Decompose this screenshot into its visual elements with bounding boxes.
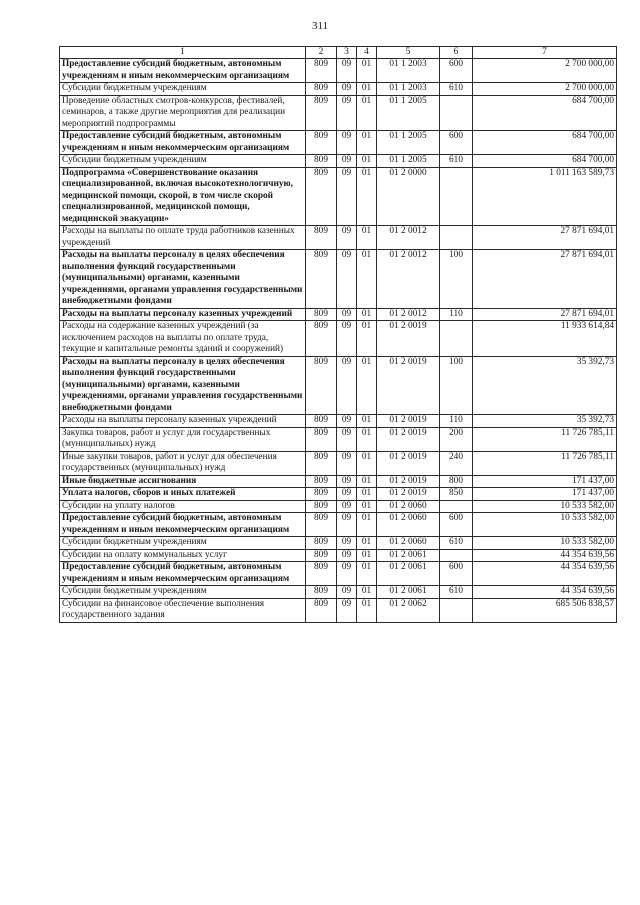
row-ved-code: 809 [306,356,337,415]
row-name: Предоставление субсидий бюджетным, автономным учреждениям и иным некоммерческим организациям [60,562,306,586]
row-subsection-code: 01 [357,59,377,83]
table-row [60,356,617,415]
row-name: Субсидии бюджетным учреждениям [60,537,306,550]
row-section-code: 09 [337,155,357,168]
row-expense-type [440,598,473,622]
row-name: Расходы на выплаты персоналу в целях обеспечения выполнения функций государственными (муниципальными) органами, казенными учреждениями, органами управления государственными внебюджетными фондами [60,356,306,415]
row-amount: 27 871 694,01 [473,308,617,321]
row-target-article: 01 2 0061 [377,549,440,562]
row-name: Проведение областных смотров-конкурсов, фестивалей, семинаров, а также другие мероприятия для реализации мероприятий подпрограммы [60,95,306,131]
row-subsection-code: 01 [357,250,377,309]
row-amount: 11 726 785,11 [473,427,617,451]
row-amount: 10 533 582,00 [473,500,617,513]
row-amount: 10 533 582,00 [473,537,617,550]
table-header-row [60,47,617,59]
row-ved-code: 809 [306,155,337,168]
row-section-code: 09 [337,59,357,83]
page-number: 311 [311,20,329,32]
row-expense-type: 100 [440,250,473,309]
table-row [60,488,617,501]
table-row [60,95,617,131]
table-body [60,59,617,623]
row-section-code: 09 [337,226,357,250]
table-row [60,562,617,586]
row-target-article: 01 1 2005 [377,95,440,131]
row-name: Субсидии на финансовое обеспечение выполнения государственного задания [60,598,306,622]
table-row [60,308,617,321]
header-col-6: 6 [440,47,473,59]
row-ved-code: 809 [306,500,337,513]
row-section-code: 09 [337,451,357,475]
row-target-article: 01 1 2005 [377,131,440,155]
row-expense-type [440,226,473,250]
row-target-article: 01 2 0012 [377,250,440,309]
row-amount: 27 871 694,01 [473,226,617,250]
row-ved-code: 809 [306,308,337,321]
row-ved-code: 809 [306,586,337,599]
table-row [60,321,617,357]
table-row [60,598,617,622]
row-target-article: 01 2 0062 [377,598,440,622]
row-amount: 684 700,00 [473,155,617,168]
row-expense-type: 800 [440,475,473,488]
row-subsection-code: 01 [357,83,377,96]
row-target-article: 01 2 0012 [377,308,440,321]
table-row [60,415,617,428]
row-target-article: 01 2 0019 [377,321,440,357]
row-subsection-code: 01 [357,427,377,451]
row-subsection-code: 01 [357,513,377,537]
row-section-code: 09 [337,598,357,622]
row-target-article: 01 2 0061 [377,562,440,586]
row-name: Уплата налогов, сборов и иных платежей [60,488,306,501]
row-expense-type: 850 [440,488,473,501]
row-section-code: 09 [337,562,357,586]
row-subsection-code: 01 [357,308,377,321]
row-target-article: 01 1 2005 [377,155,440,168]
row-ved-code: 809 [306,549,337,562]
row-name: Расходы на выплаты персоналу казенных учреждений [60,415,306,428]
row-subsection-code: 01 [357,167,377,226]
header-col-1: 1 [60,47,306,59]
row-target-article: 01 2 0019 [377,427,440,451]
row-name: Подпрограмма «Совершенствование оказания специализированной, включая высокотехнологичную, медицинской помощи, скорой, в том числе скорой специализированной, медицинской помощи, медицинской эвакуации» [60,167,306,226]
row-name: Иные бюджетные ассигнования [60,475,306,488]
table-row [60,83,617,96]
row-name: Закупка товаров, работ и услуг для государственных (муниципальных) нужд [60,427,306,451]
row-subsection-code: 01 [357,537,377,550]
table-row [60,250,617,309]
row-ved-code: 809 [306,95,337,131]
row-expense-type: 610 [440,537,473,550]
row-name: Расходы на содержание казенных учреждений (за исключением расходов на выплаты по оплате труда, текущие и капитальные ремонты зданий и сооружений) [60,321,306,357]
row-subsection-code: 01 [357,488,377,501]
row-subsection-code: 01 [357,549,377,562]
row-expense-type: 110 [440,308,473,321]
row-expense-type: 610 [440,83,473,96]
row-ved-code: 809 [306,427,337,451]
row-section-code: 09 [337,475,357,488]
row-subsection-code: 01 [357,226,377,250]
row-target-article: 01 2 0019 [377,356,440,415]
table-row [60,226,617,250]
row-ved-code: 809 [306,475,337,488]
table-row [60,167,617,226]
row-expense-type: 200 [440,427,473,451]
row-expense-type [440,500,473,513]
row-target-article: 01 1 2003 [377,83,440,96]
row-ved-code: 809 [306,598,337,622]
row-target-article: 01 2 0060 [377,537,440,550]
row-expense-type: 240 [440,451,473,475]
row-section-code: 09 [337,586,357,599]
row-target-article: 01 2 0060 [377,513,440,537]
row-amount: 2 700 000,00 [473,83,617,96]
row-amount: 11 933 614,84 [473,321,617,357]
row-target-article: 01 2 0019 [377,415,440,428]
row-target-article: 01 1 2003 [377,59,440,83]
row-expense-type: 600 [440,513,473,537]
table-row [60,586,617,599]
row-amount: 35 392,73 [473,356,617,415]
row-ved-code: 809 [306,83,337,96]
row-ved-code: 809 [306,513,337,537]
row-expense-type: 600 [440,562,473,586]
row-section-code: 09 [337,131,357,155]
row-section-code: 09 [337,513,357,537]
row-amount: 684 700,00 [473,95,617,131]
row-section-code: 09 [337,488,357,501]
row-subsection-code: 01 [357,598,377,622]
row-amount: 44 354 639,56 [473,562,617,586]
row-ved-code: 809 [306,226,337,250]
row-expense-type: 600 [440,131,473,155]
row-section-code: 09 [337,356,357,415]
row-ved-code: 809 [306,488,337,501]
row-subsection-code: 01 [357,155,377,168]
row-ved-code: 809 [306,167,337,226]
row-subsection-code: 01 [357,131,377,155]
row-name: Расходы на выплаты по оплате труда работников казенных учреждений [60,226,306,250]
row-expense-type: 610 [440,155,473,168]
row-name: Субсидии бюджетным учреждениям [60,83,306,96]
row-subsection-code: 01 [357,586,377,599]
header-col-5: 5 [377,47,440,59]
row-section-code: 09 [337,500,357,513]
row-amount: 27 871 694,01 [473,250,617,309]
row-ved-code: 809 [306,131,337,155]
row-amount: 684 700,00 [473,131,617,155]
row-name: Субсидии на уплату налогов [60,500,306,513]
row-section-code: 09 [337,427,357,451]
row-subsection-code: 01 [357,321,377,357]
row-name: Расходы на выплаты персоналу казенных учреждений [60,308,306,321]
row-ved-code: 809 [306,562,337,586]
row-section-code: 09 [337,549,357,562]
row-expense-type: 600 [440,59,473,83]
row-name: Субсидии бюджетным учреждениям [60,155,306,168]
header-col-4: 4 [357,47,377,59]
table-row [60,549,617,562]
header-col-3: 3 [337,47,357,59]
table-row [60,155,617,168]
row-amount: 11 726 785,11 [473,451,617,475]
row-section-code: 09 [337,83,357,96]
row-amount: 1 011 163 589,73 [473,167,617,226]
row-section-code: 09 [337,250,357,309]
row-amount: 171 437,00 [473,475,617,488]
row-target-article: 01 2 0000 [377,167,440,226]
row-ved-code: 809 [306,321,337,357]
row-amount: 44 354 639,56 [473,549,617,562]
row-target-article: 01 2 0012 [377,226,440,250]
row-expense-type: 100 [440,356,473,415]
row-name: Предоставление субсидий бюджетным, автономным учреждениям и иным некоммерческим организациям [60,59,306,83]
table-row [60,427,617,451]
row-ved-code: 809 [306,250,337,309]
row-ved-code: 809 [306,59,337,83]
row-name: Расходы на выплаты персоналу в целях обеспечения выполнения функций государственными (муниципальными) органами, казенными учреждениями, органами управления государственными внебюджетными фондами [60,250,306,309]
table-row [60,131,617,155]
row-section-code: 09 [337,321,357,357]
row-subsection-code: 01 [357,500,377,513]
row-target-article: 01 2 0060 [377,500,440,513]
header-col-2: 2 [306,47,337,59]
row-amount: 2 700 000,00 [473,59,617,83]
budget-table [59,46,617,623]
row-name: Субсидии бюджетным учреждениям [60,586,306,599]
row-target-article: 01 2 0061 [377,586,440,599]
row-amount: 171 437,00 [473,488,617,501]
table-row [60,513,617,537]
row-expense-type [440,549,473,562]
row-expense-type [440,167,473,226]
table-row [60,475,617,488]
row-expense-type [440,95,473,131]
row-subsection-code: 01 [357,562,377,586]
header-col-7: 7 [473,47,617,59]
row-name: Предоставление субсидий бюджетным, автономным учреждениям и иным некоммерческим организациям [60,513,306,537]
row-subsection-code: 01 [357,356,377,415]
row-subsection-code: 01 [357,451,377,475]
row-expense-type: 110 [440,415,473,428]
row-expense-type: 610 [440,586,473,599]
row-target-article: 01 2 0019 [377,488,440,501]
row-amount: 10 533 582,00 [473,513,617,537]
row-section-code: 09 [337,415,357,428]
row-subsection-code: 01 [357,415,377,428]
row-amount: 685 506 838,57 [473,598,617,622]
table-row [60,59,617,83]
row-amount: 44 354 639,56 [473,586,617,599]
row-name: Иные закупки товаров, работ и услуг для обеспечения государственных (муниципальных) нужд [60,451,306,475]
row-section-code: 09 [337,537,357,550]
row-name: Предоставление субсидий бюджетным, автономным учреждениям и иным некоммерческим организациям [60,131,306,155]
row-target-article: 01 2 0019 [377,451,440,475]
row-section-code: 09 [337,308,357,321]
row-amount: 35 392,73 [473,415,617,428]
row-target-article: 01 2 0019 [377,475,440,488]
row-ved-code: 809 [306,451,337,475]
table-row [60,451,617,475]
table-row [60,537,617,550]
table-row [60,500,617,513]
row-expense-type [440,321,473,357]
row-section-code: 09 [337,167,357,226]
row-section-code: 09 [337,95,357,131]
row-ved-code: 809 [306,415,337,428]
row-subsection-code: 01 [357,95,377,131]
row-name: Субсидии на оплату коммунальных услуг [60,549,306,562]
row-ved-code: 809 [306,537,337,550]
row-subsection-code: 01 [357,475,377,488]
